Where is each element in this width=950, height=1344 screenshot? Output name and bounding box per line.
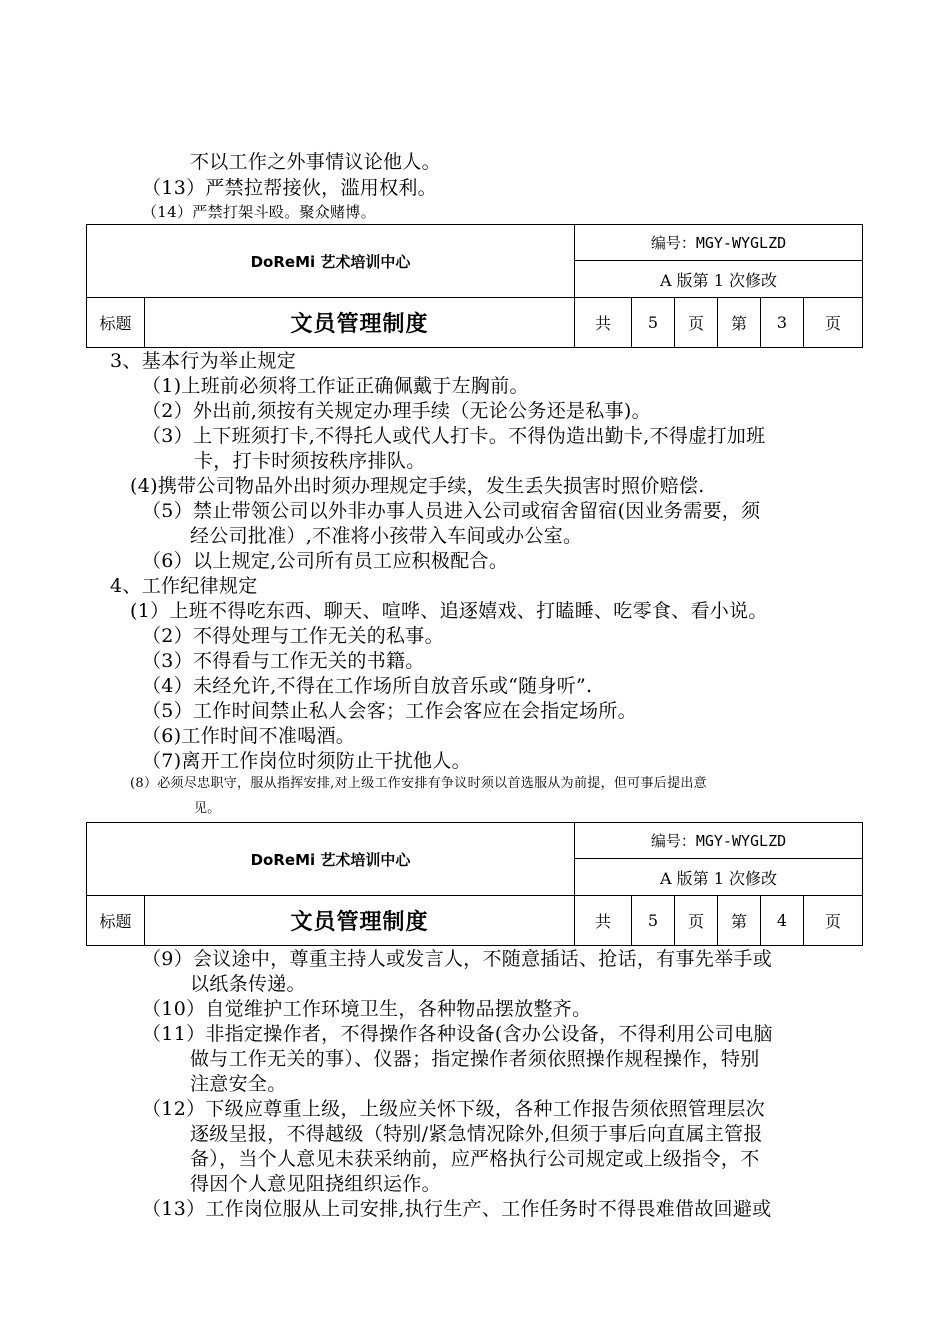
text-line: 备），当个人意见未获采纳前，应严格执行公司规定或上级指令，不 <box>190 1148 760 1170</box>
text-line: （6）以上规定,公司所有员工应积极配合。 <box>142 550 509 572</box>
current-page: 3 <box>761 298 804 348</box>
document-code: 编号：MGY-WYGLZD <box>575 823 863 859</box>
text-line: （14）严禁打架斗殴。聚众赌博。 <box>142 203 376 221</box>
text-line: （11）非指定操作者，不得操作各种设备(含办公设备，不得利用公司电脑 <box>142 1023 773 1045</box>
text-line: （13）工作岗位服从上司安排,执行生产、工作任务时不得畏难借故回避或 <box>142 1198 772 1220</box>
text-line: 得因个人意见阻挠组织运作。 <box>190 1173 441 1195</box>
text-line: (8）必须尽忠职守，服从指挥安排,对上级工作安排有争议时须以首选服从为前提，但可事后提出意 <box>130 776 707 791</box>
page-word: 页 <box>675 298 718 348</box>
text-line: （12）下级应尊重上级，上级应关怀下级，各种工作报告须依照管理层次 <box>142 1098 766 1120</box>
text-line: 注意安全。 <box>190 1073 287 1095</box>
text-line: （1)上班前必须将工作证正确佩戴于左胸前。 <box>142 375 529 397</box>
text-line: 不以工作之外事情议论他人。 <box>190 151 441 173</box>
document-title: 文员管理制度 <box>145 298 575 348</box>
text-line: （9）会议途中，尊重主持人或发言人，不随意插话、抢话，有事先举手或 <box>142 948 772 970</box>
text-line: （3）上下班须打卡,不得托人或代人打卡。不得伪造出勤卡,不得虚打加班 <box>142 425 766 447</box>
text-line: （2）不得处理与工作无关的私事。 <box>142 625 444 647</box>
text-line: 见。 <box>194 801 221 816</box>
total-pages: 5 <box>632 298 675 348</box>
section-heading: 4、工作纪律规定 <box>110 575 258 597</box>
organization-name: DoReMi 艺术培训中心 <box>87 225 575 298</box>
text-line: （2）外出前,须按有关规定办理手续（无论公务还是私事)。 <box>142 400 651 422</box>
text-line: （5）工作时间禁止私人会客；工作会客应在会指定场所。 <box>142 700 637 722</box>
page-header-table <box>86 822 863 946</box>
text-line: 逐级呈报，不得越级（特别/紧急情况除外,但须于事后向直属主管报 <box>190 1123 763 1145</box>
organization-name: DoReMi 艺术培训中心 <box>87 823 575 896</box>
current-page: 4 <box>761 896 804 946</box>
document-version: A 版第 1 次修改 <box>575 261 863 298</box>
total-prefix: 共 <box>575 298 632 348</box>
text-line: (4)携带公司物品外出时须办理规定手续，发生丢失损害时照价赔偿. <box>130 475 705 497</box>
total-pages: 5 <box>632 896 675 946</box>
text-line: （6)工作时间不准喝酒。 <box>142 725 356 747</box>
page-word: 页 <box>804 298 863 348</box>
page-word: 页 <box>804 896 863 946</box>
document-code: 编号：MGY-WYGLZD <box>575 225 863 261</box>
text-line: （10）自觉维护工作环境卫生，各种物品摆放整齐。 <box>142 998 592 1020</box>
text-line: 经公司批准）,不准将小孩带入车间或办公室。 <box>190 525 583 547</box>
document-version: A 版第 1 次修改 <box>575 859 863 896</box>
page-header-table <box>86 224 863 348</box>
text-line: 以纸条传递。 <box>190 973 306 995</box>
text-line: （3）不得看与工作无关的书籍。 <box>142 650 425 672</box>
current-prefix: 第 <box>718 298 761 348</box>
page-word: 页 <box>675 896 718 946</box>
text-line: 卡，打卡时须按秩序排队。 <box>194 450 426 472</box>
text-line: （5）禁止带领公司以外非办事人员进入公司或宿舍留宿(因业务需要，须 <box>142 500 761 522</box>
title-label: 标题 <box>87 896 145 946</box>
total-prefix: 共 <box>575 896 632 946</box>
section-heading: 3、基本行为举止规定 <box>110 350 297 372</box>
document-title: 文员管理制度 <box>145 896 575 946</box>
text-line: 做与工作无关的事）、仪器；指定操作者须依照操作规程操作，特别 <box>190 1048 760 1070</box>
text-line: (1）上班不得吃东西、聊天、喧哗、追逐嬉戏、打瞌睡、吃零食、看小说。 <box>130 600 768 622</box>
title-label: 标题 <box>87 298 145 348</box>
text-line: （4）未经允许,不得在工作场所自放音乐或“随身听”. <box>142 675 593 697</box>
text-line: （13）严禁拉帮接伙，滥用权利。 <box>142 177 437 199</box>
text-line: （7)离开工作岗位时须防止干扰他人。 <box>142 750 471 772</box>
current-prefix: 第 <box>718 896 761 946</box>
